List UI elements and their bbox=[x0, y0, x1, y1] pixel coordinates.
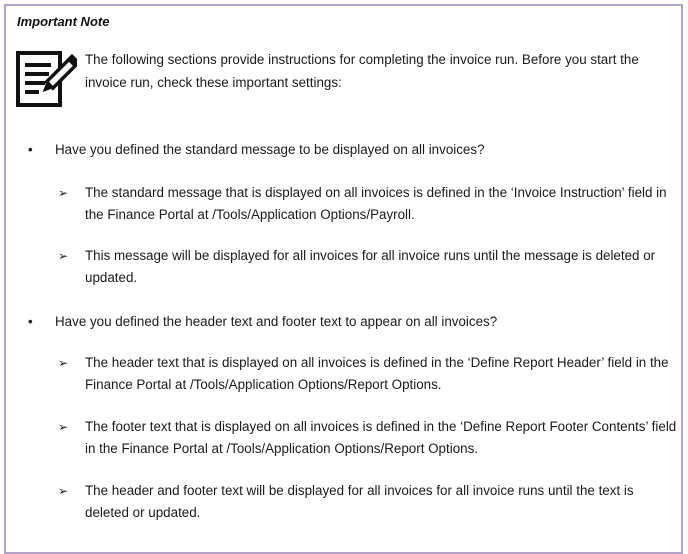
important-note-box bbox=[4, 4, 683, 554]
question-text: Have you defined the standard message to be displayed on all invoices? bbox=[55, 142, 485, 157]
arrow-bullet-icon: ➢ bbox=[58, 249, 69, 263]
sub-item-text: The footer text that is displayed on all invoices is defined in the ‘Define Report Footer Contents’ field in the Finance Portal at /Tools/Application Options/Report Options. bbox=[85, 419, 677, 456]
sub-item-text: This message will be displayed for all invoices for all invoice runs until the message is deleted or updated. bbox=[85, 248, 656, 285]
sub-item-text: The header text that is displayed on all invoices is defined in the ‘Define Report Header’ field in the Finance Portal at /Tools/Application Options/Report Options. bbox=[85, 355, 669, 392]
sub-item bbox=[58, 480, 678, 524]
arrow-bullet-icon: ➢ bbox=[58, 420, 69, 434]
sub-item bbox=[58, 245, 678, 289]
arrow-bullet-icon: ➢ bbox=[58, 356, 69, 370]
bullet-dot: • bbox=[28, 142, 33, 157]
question-text: Have you defined the header text and footer text to appear on all invoices? bbox=[55, 314, 498, 329]
sub-item-text: The standard message that is displayed on all invoices is defined in the ‘Invoice Instruction’ field in the Finance Portal at /Tools/Application Options/Payroll. bbox=[85, 185, 667, 222]
sub-item-text: The header and footer text will be displayed for all invoices for all invoice runs until the text is deleted or updated. bbox=[85, 483, 634, 520]
intro-text: The following sections provide instructions for completing the invoice run. Before you start the invoice run, check these important settings: bbox=[85, 52, 639, 90]
arrow-bullet-icon: ➢ bbox=[58, 484, 69, 498]
sub-item bbox=[58, 182, 678, 226]
note-pencil-icon bbox=[15, 49, 77, 111]
arrow-bullet-icon: ➢ bbox=[58, 186, 69, 200]
note-title: Important Note bbox=[17, 14, 110, 29]
sub-item bbox=[58, 352, 678, 396]
bullet-dot: • bbox=[28, 314, 33, 329]
sub-item bbox=[58, 416, 678, 460]
